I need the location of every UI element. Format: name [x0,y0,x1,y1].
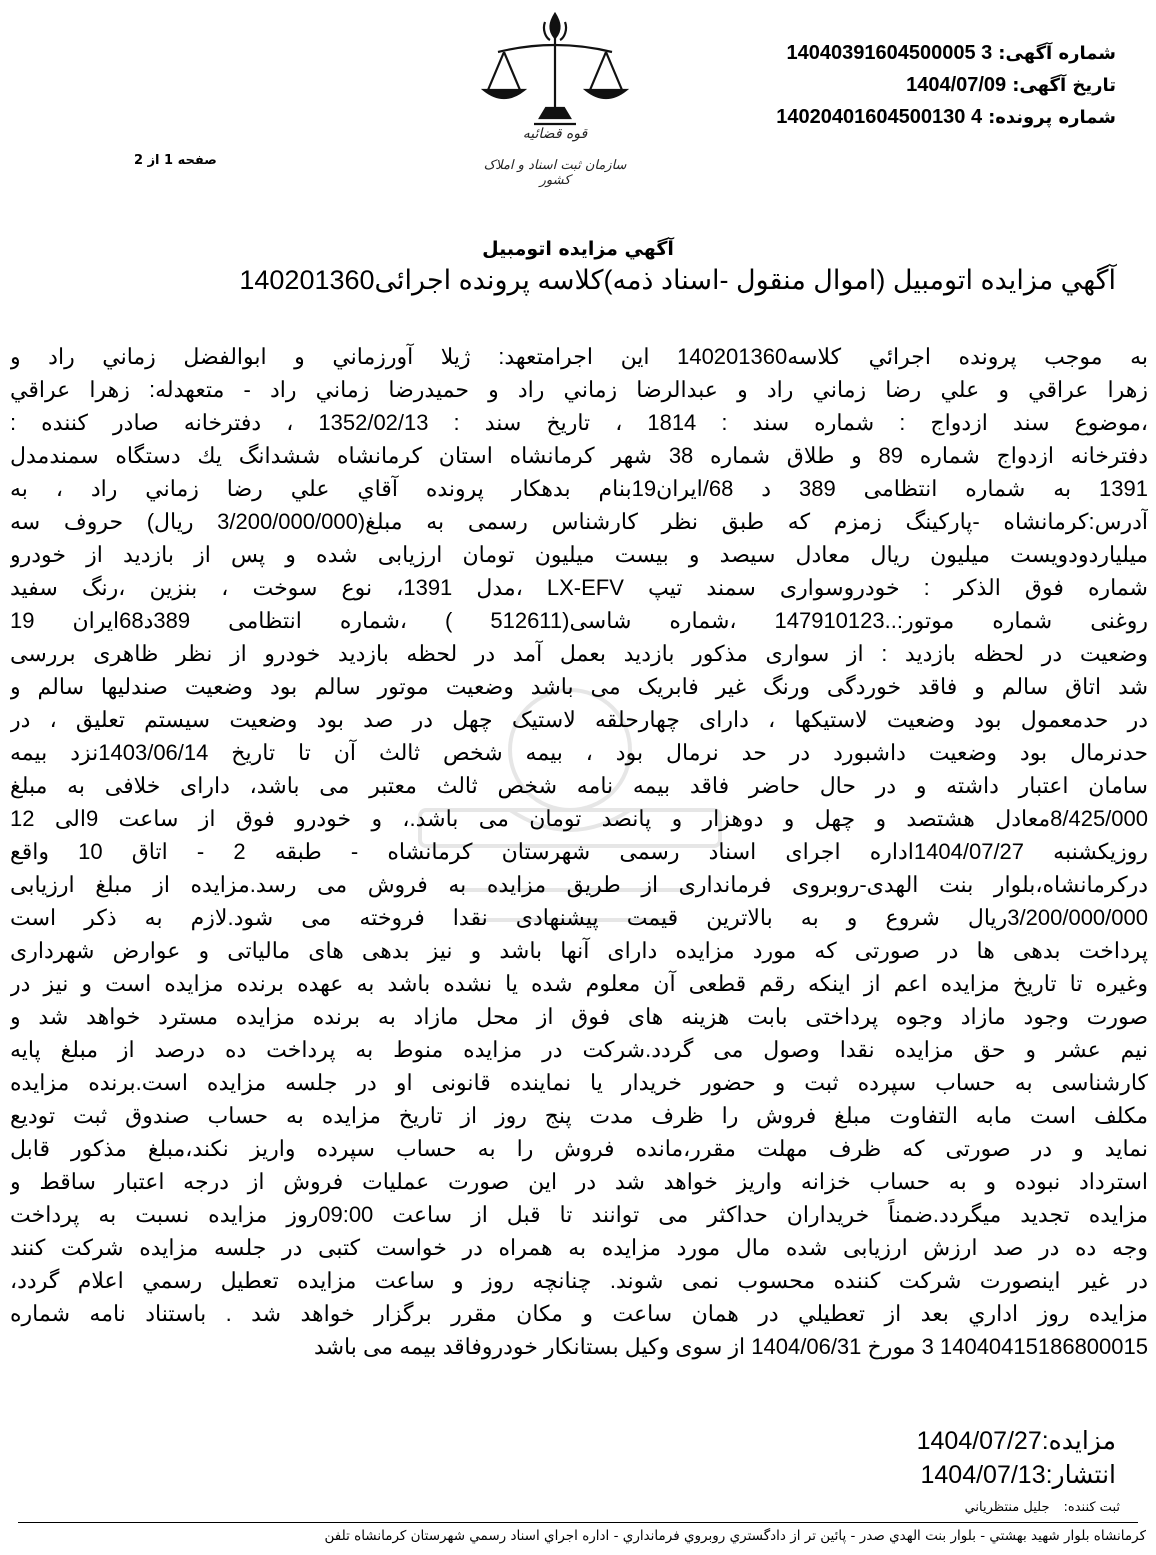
body-line: ميلياردودويست ميليون ريال معادل سيصد و بيست ميليون تومان ارزيابی شده و پس از بازديد از خودرو [10,542,1148,567]
body-line: مزايده تجديد ميگردد.ضمناً خريداران حداكثر می توانند تا قبل از ساعت 09:00روز مزايده نسبت به پرداخت [10,1202,1148,1227]
body-line: 8/425/000معادل هشتصد و چهل و دوهزار و پانصد تومان می باشد.، و خودرو فوق از ساعت 9الی 12 [10,806,1148,831]
judiciary-emblem [470,8,640,198]
registrar [965,1500,1120,1515]
body-line: صورت وجود مازاد وجوه پرداختی بابت هزينه های فوق از محل مازاد به برنده مزايده مسترد خواهد شد و [10,1004,1148,1029]
body-line: وضعيت در لحظه بازديد : از سواری مذكور بازديد بعمل آمد در لحظه بازديد خودرو از نظر ظاهری بررسی [10,641,1148,666]
auction-date-value: 1404/07/27 [916,1427,1042,1455]
registrar-name: جليل منتظرياني [964,1500,1050,1515]
ad-number-value: 14040391604500005 3 [786,42,993,64]
case-number-row [776,106,1116,129]
body-line: پرداخت بدهی ها در صورتی كه مورد مزايده دارای آنها باشد و نيز بدهی های مالياتی و عوارض شهرداری [10,938,1148,963]
footer-divider [18,1522,1138,1523]
body-line: روزيكشنبه 1404/07/27اداره اجرای اسناد رسمی شهرستان كرمانشاه - طبقه 2 - اتاق 10 واقع [10,839,1148,864]
page-indicator: صفحه 1 از 2 [134,153,217,168]
body-line: استرداد نبوده و به حساب خزانه واريز خواهد شد در اين صورت عمليات فروش از درجه اعتبار ساقط و [10,1169,1148,1194]
body-line: 3/200/000/000ريال شروع و به بالاترين قيمت پيشنهادی نقدا فروخته می شود.لازم به ذكر است [10,905,1148,930]
publish-date-label: انتشار: [1045,1461,1116,1489]
footer-address: كرمانشاه بلوار شهيد بهشتي - بلوار بنت الهدي صدر - پائين تر از دادگستري روبروي فرمانداري - اداره اجراي اسناد رسمي شهرستان كرمانشاه تلفن [324,1528,1146,1544]
case-number-label: شماره پرونده: [988,107,1116,128]
document-title: آگهي مزايده اتومبيل [482,238,674,260]
body-line: روغنی شماره موتور:..147910123 ،شماره شاسی(512611 ) ،شماره انتظامی 389د68ایران 19 [10,608,1148,633]
body-line: 14040415186800015 3 مورخ 1404/06/31 از سوی وكيل بستانكار خودروفاقد بيمه می باشد [314,1334,1148,1359]
body-line: دركرمانشاه،بلوار بنت الهدی-روبروی فرمانداری از طريق مزايده به فروش می رسد.مزايده از مبلغ ارزيابی [10,872,1148,897]
body-text [10,340,1148,1363]
ad-date-label: تاریخ آگهی: [1012,75,1116,96]
body-line: كارشناسی به حساب سپرده ثبت و حضور خريدار يا نماينده قانونی او در جلسه مزايده است.برنده مزايده [10,1070,1148,1095]
emblem-line2: سازمان ثبت اسناد و املاک کشور [483,158,627,188]
body-line: دفترخانه ازدواج شماره 89 و طلاق شماره 38 شهر كرمانشاه استان كرمانشاه ششدانگ يك دستگاه سمندمدل [10,443,1148,468]
body-line: در حدمعمول بود وضعيت لاستيكها ، دارای چهارحلقه لاستيک چهل در صد بود وضعيت سيستم تعليق ، در [10,707,1148,732]
publish-date-row [920,1460,1116,1490]
body-line: وغيره تا تاريخ مزايده اعم از اينكه رقم قطعی آن معلوم شده يا نشده باشد به عهده برنده مزايده است و نيز در [10,971,1148,996]
scales-of-justice-icon [470,8,640,138]
ad-number-label: شماره آگهی: [998,43,1116,64]
publish-date-value: 1404/07/13 [920,1461,1046,1489]
emblem-line1: قوه قضائیه [522,126,588,142]
body-line: سامان اعتبار داشته و در حال حاضر فاقد بيمه نامه شخص ثالث معتبر می باشد، دارای خلافی به مبلغ [10,773,1148,798]
body-line: حدنرمال بود وضعيت داشبورد در حد نرمال بود ، بيمه شخص ثالث آن تا تاريخ 1403/06/14نزد بيمه [10,740,1148,765]
body-line: در غير اينصورت شركت كننده محسوب نمی شوند. چنانچه روز و ساعت مزايده تعطيل رسمي اعلام گردد، [10,1268,1148,1293]
case-number-value: 14020401604500130 4 [776,106,983,128]
body-line: نمايد و در صورتی كه ظرف مهلت مقرر،مانده فروش را به حساب سپرده واريز نكند،مبلغ مذكور قابل [10,1136,1148,1161]
body-line: شماره فوق الذكر : خودروسواری سمند تيپ LX-EFV ،مدل 1391، نوع سوخت ، بنزين ،رنگ سفيد [10,575,1148,600]
body-line: نيم عشر و حق مزايده نقدا وصول می گردد.شركت در مزايده منوط به پرداخت ده درصد از مبلغ پايه [10,1037,1148,1062]
body-line: مكلف است مابه التفاوت مبلغ فروش را ظرف مدت پنج روز از تاريخ مزايده به حساب صندوق ثبت توديع [10,1103,1148,1128]
ad-number-row [787,42,1117,65]
body-line: زهرا عراقي و علي رضا زماني راد و عبدالرضا زماني راد و حميدرضا زماني راد - متعهدله: زهرا عراقي [10,377,1148,402]
document-subtitle: آگهي مزايده اتومبيل (اموال منقول -اسناد ذمه)كلاسه پرونده اجرائی140201360 [239,265,1116,295]
ad-date-row [906,74,1116,97]
body-line: مزايده روز اداري بعد از تعطيلي در همان ساعت و مكان مقرر برگزار خواهد شد . باستناد نامه شماره [10,1301,1148,1326]
auction-date-row [917,1426,1116,1456]
auction-date-label: مزايده: [1041,1427,1116,1455]
body-line: آدرس:كرمانشاه -پاركينگ زمزم كه طبق نظر كارشناس رسمی به مبلغ(3/200/000/000 ریال) حروف سه [10,509,1148,534]
body-line: ،موضوع سند ازدواج : شماره سند : 1814 ، تاريخ سند : 1352/02/13 ، دفترخانه صادر كننده : [10,410,1148,435]
body-line: 1391 به شماره انتظامی 389 د 68/ایران19بنام بدهكار پرونده آقاي علي رضا زماني راد ، به [10,476,1148,501]
registrar-label: ثبت كننده: [1063,1500,1120,1515]
body-line: شد اتاق سالم و فاقد خوردگی ورنگ غير فابريک می باشد وضعيت موتور سالم بود وضعيت صندليها سالم و [10,674,1148,699]
body-line: به موجب پرونده اجرائي كلاسه140201360 اين اجرامتعهد: ژيلا آورزماني و ابوالفضل زماني راد و [10,344,1148,369]
ad-date-value: 1404/07/09 [906,74,1007,96]
body-line: وجه ده در صد ارزش ارزيابی شده مال مورد مزايده به همراه در خواست كتبی در جلسه مزايده شركت كنند [10,1235,1148,1260]
